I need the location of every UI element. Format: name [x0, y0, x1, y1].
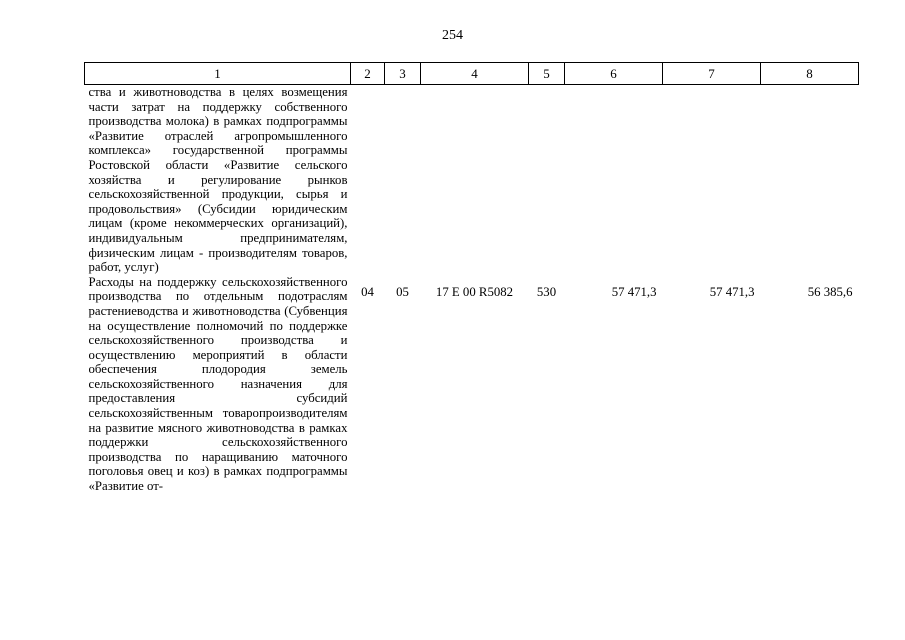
table-row — [85, 85, 859, 275]
row-section — [351, 85, 385, 275]
column-header-5: 5 — [529, 63, 565, 85]
budget-table — [84, 62, 859, 494]
row-section: 04 — [361, 284, 374, 299]
row-description: ства и животноводства в целях возмещения части затрат на поддержку собственного производства молока) в рамках подпрограммы «Развитие отраслей агропромышленного комплекса» государственной программы Ростовской области «Развитие сельского хозяйства и регулирование рынков сельскохозяйственной продукции, сырья и продовольствия» (Субсидии юридическим лицам (кроме некоммерческих организаций), индивидуальным предпринимателям, физическим лицам - производителям товаров, работ, услуг) — [88, 85, 348, 275]
row-amount-col7 — [663, 85, 761, 275]
row-subsection: 05 — [396, 284, 409, 299]
row-amount-col7: 57 471,3 — [709, 284, 755, 299]
header-row — [85, 63, 859, 85]
row-target-article — [421, 85, 529, 275]
row-description: Расходы на поддержку сельскохозяйственного производства по отдельным подотраслям растениеводства и животноводства (Субвенция на осуществление полномочий по поддержке сельскохозяйственного производства и осуществлению мероприятий в области обеспечения плодородия земель сельскохозяйственного назначения для предоставления субсидий сельскохозяйственным товаропроизводителям на развитие мясного животноводства в рамках поддержки сельскохозяйственного производства по наращиванию маточного поголовья овец и коз) в рамках подпрограммы «Развитие от- — [88, 274, 348, 494]
row-subsection — [385, 85, 421, 275]
row-target-article: 17 Е 00 R5082 — [435, 284, 514, 299]
column-header-4: 4 — [421, 63, 529, 85]
table-row — [85, 275, 859, 494]
column-header-2: 2 — [351, 63, 385, 85]
column-header-6: 6 — [565, 63, 663, 85]
row-expense-type: 530 — [536, 284, 557, 299]
row-expense-type — [529, 85, 565, 275]
column-header-8: 8 — [761, 63, 859, 85]
row-amount-col6 — [565, 85, 663, 275]
row-amount-col8: 56 385,6 — [807, 284, 853, 299]
row-amount-col8 — [761, 85, 859, 275]
page-number: 254 — [442, 28, 463, 43]
column-header-3: 3 — [385, 63, 421, 85]
column-header-1: 1 — [85, 63, 351, 85]
row-amount-col6: 57 471,3 — [611, 284, 657, 299]
column-header-7: 7 — [663, 63, 761, 85]
